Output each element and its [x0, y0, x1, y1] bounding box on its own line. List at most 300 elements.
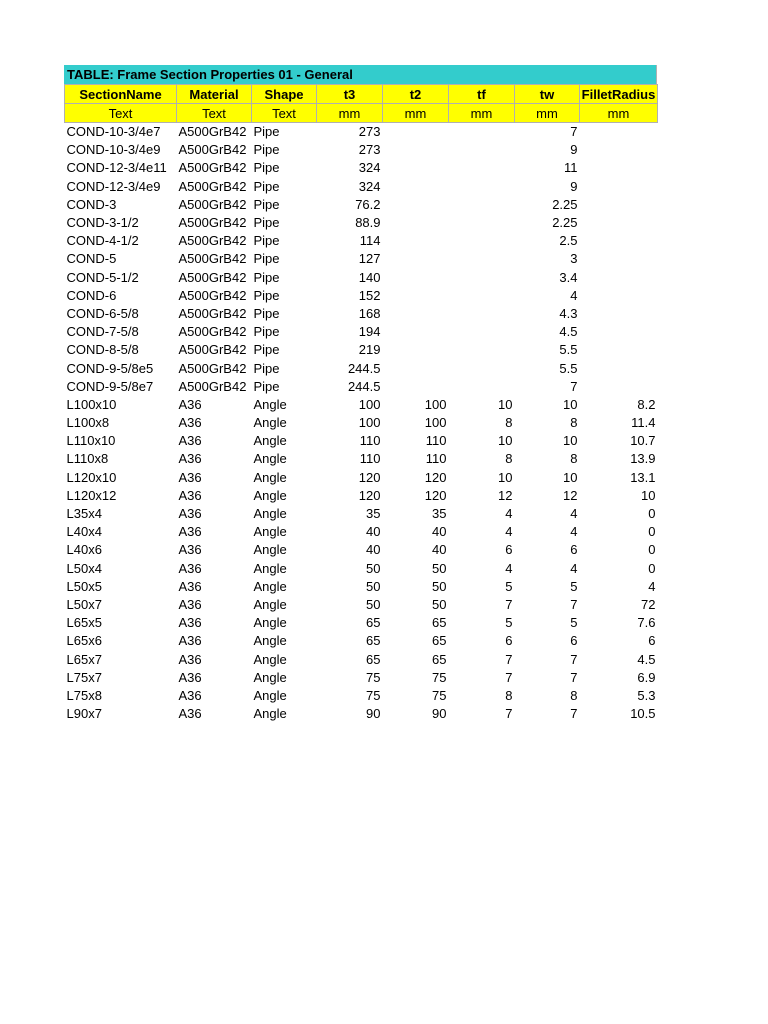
cell-t2 — [383, 178, 449, 196]
cell-fillet-radius — [580, 378, 658, 396]
cell-tf — [449, 378, 515, 396]
cell-t3: 110 — [359, 433, 381, 449]
cell-fillet-radius: 10.7 — [630, 433, 656, 449]
cell-material: A36 — [178, 433, 202, 449]
cell-tw: 4 — [570, 560, 578, 576]
cell-material: A36 — [178, 542, 202, 558]
units-row — [65, 104, 658, 123]
cell-section-name: COND-9-5/8e5 — [66, 360, 154, 376]
cell-material: A36 — [178, 560, 202, 576]
cell-shape: Angle — [253, 669, 287, 685]
cell-t2: 110 — [425, 433, 447, 449]
cell-section-name: L40x4 — [66, 524, 102, 540]
cell-material: A500GrB42 — [178, 196, 247, 212]
cell-section-name: L75x7 — [66, 669, 102, 685]
cell-tf: 4 — [505, 506, 513, 522]
cell-fillet-radius — [580, 341, 658, 359]
cell-material: A500GrB42 — [178, 160, 247, 176]
cell-shape: Pipe — [253, 269, 280, 285]
cell-material: A36 — [178, 578, 202, 594]
cell-section-name: L110x10 — [66, 433, 116, 449]
table-row — [65, 705, 658, 723]
table-row — [65, 669, 658, 687]
table-row — [65, 560, 658, 578]
cell-tw: 10 — [563, 396, 578, 412]
cell-tw: 5.5 — [559, 360, 578, 376]
unit-cell: mm — [383, 104, 449, 123]
cell-tf: 8 — [505, 687, 513, 703]
cell-t3: 90 — [366, 706, 381, 722]
cell-t3: 168 — [358, 305, 381, 321]
cell-t2: 35 — [432, 506, 447, 522]
cell-t2: 50 — [432, 596, 447, 612]
header-filletradius: FilletRadius — [580, 85, 658, 104]
cell-t2 — [383, 269, 449, 287]
cell-t2 — [383, 232, 449, 250]
cell-tf — [449, 305, 515, 323]
cell-material: A500GrB42 — [178, 342, 247, 358]
cell-tw: 7 — [570, 596, 578, 612]
cell-tw: 7 — [570, 669, 578, 685]
cell-material: A36 — [178, 633, 202, 649]
cell-shape: Angle — [253, 615, 287, 631]
unit-cell: Text — [177, 104, 252, 123]
cell-fillet-radius: 13.9 — [630, 451, 656, 467]
cell-tf — [449, 196, 515, 214]
table-body — [65, 123, 658, 724]
cell-material: A500GrB42 — [178, 305, 247, 321]
cell-t2 — [383, 141, 449, 159]
cell-t3: 65 — [366, 651, 381, 667]
cell-section-name: L90x7 — [66, 706, 102, 722]
cell-t2: 110 — [425, 451, 447, 467]
cell-shape: Pipe — [253, 360, 280, 376]
cell-tf: 8 — [505, 451, 513, 467]
cell-tf — [449, 141, 515, 159]
cell-material: A500GrB42 — [178, 251, 247, 267]
cell-tw: 2.5 — [559, 233, 578, 249]
table-row — [65, 450, 658, 468]
cell-tf — [449, 359, 515, 377]
cell-tw: 9 — [570, 178, 578, 194]
cell-tw: 8 — [570, 451, 578, 467]
cell-material: A36 — [178, 415, 202, 431]
cell-material: A36 — [178, 451, 202, 467]
table-row — [65, 178, 658, 196]
cell-fillet-radius: 11.4 — [631, 415, 656, 431]
cell-section-name: COND-3-1/2 — [66, 215, 139, 231]
cell-fillet-radius — [580, 232, 658, 250]
cell-t2 — [383, 214, 449, 232]
cell-fillet-radius — [580, 141, 658, 159]
cell-shape: Angle — [253, 633, 287, 649]
cell-shape: Pipe — [253, 178, 280, 194]
cell-t3: 120 — [358, 469, 381, 485]
cell-tf: 5 — [505, 615, 513, 631]
cell-t3: 100 — [358, 396, 381, 412]
cell-shape: Pipe — [253, 215, 280, 231]
cell-fillet-radius: 6.9 — [637, 669, 656, 685]
cell-material: A500GrB42 — [178, 178, 247, 194]
cell-fillet-radius — [580, 250, 658, 268]
table-row — [65, 287, 658, 305]
cell-tf: 4 — [505, 524, 513, 540]
cell-tw: 10 — [563, 469, 578, 485]
cell-tw: 5.5 — [559, 342, 578, 358]
cell-section-name: L50x5 — [66, 578, 102, 594]
cell-section-name: L120x10 — [66, 469, 117, 485]
table-row — [65, 469, 658, 487]
cell-t2: 90 — [432, 706, 447, 722]
cell-tw: 8 — [570, 687, 578, 703]
cell-fillet-radius: 13.1 — [630, 469, 656, 485]
unit-cell: mm — [580, 104, 658, 123]
cell-tw: 8 — [570, 415, 578, 431]
cell-material: A36 — [178, 469, 202, 485]
cell-t3: 50 — [366, 560, 381, 576]
cell-section-name: L100x10 — [66, 396, 117, 412]
cell-section-name: L35x4 — [66, 506, 102, 522]
cell-fillet-radius — [580, 359, 658, 377]
cell-tw: 4 — [570, 287, 578, 303]
cell-shape: Angle — [253, 524, 287, 540]
cell-t3: 35 — [366, 506, 381, 522]
cell-shape: Angle — [253, 560, 287, 576]
cell-tf: 5 — [505, 578, 513, 594]
cell-tf: 12 — [498, 487, 513, 503]
cell-material: A500GrB42 — [178, 142, 247, 158]
header-shape: Shape — [252, 85, 317, 104]
cell-material: A36 — [178, 506, 202, 522]
table-title: TABLE: Frame Section Properties 01 - General — [64, 65, 657, 84]
cell-t2 — [383, 359, 449, 377]
cell-fillet-radius: 0 — [648, 542, 656, 558]
cell-t2: 120 — [424, 487, 447, 503]
cell-tw: 2.25 — [552, 196, 578, 212]
cell-t3: 110 — [359, 451, 381, 467]
cell-section-name: L65x7 — [66, 651, 102, 667]
cell-tw: 7 — [570, 651, 578, 667]
cell-tw: 3.4 — [559, 269, 578, 285]
cell-fillet-radius — [580, 214, 658, 232]
cell-fillet-radius: 5.3 — [637, 687, 656, 703]
table-row — [65, 123, 658, 142]
cell-t3: 100 — [358, 415, 381, 431]
cell-shape: Angle — [253, 469, 287, 485]
cell-shape: Pipe — [253, 124, 280, 140]
cell-tf — [449, 123, 515, 142]
cell-section-name: COND-5 — [66, 251, 117, 267]
cell-section-name: COND-9-5/8e7 — [66, 378, 154, 394]
cell-tf: 8 — [505, 415, 513, 431]
table-row — [65, 323, 658, 341]
cell-t2: 40 — [432, 524, 447, 540]
cell-fillet-radius — [580, 323, 658, 341]
cell-tw: 4 — [570, 506, 578, 522]
cell-material: A500GrB42 — [178, 360, 247, 376]
cell-fillet-radius: 4 — [648, 578, 656, 594]
cell-material: A36 — [178, 687, 202, 703]
cell-fillet-radius — [580, 123, 658, 142]
cell-t3: 114 — [359, 233, 381, 249]
cell-tf — [449, 341, 515, 359]
cell-section-name: L120x12 — [66, 487, 117, 503]
cell-fillet-radius — [580, 305, 658, 323]
cell-shape: Angle — [253, 451, 287, 467]
cell-tf: 10 — [498, 396, 513, 412]
unit-cell: Text — [65, 104, 177, 123]
cell-shape: Angle — [253, 433, 287, 449]
cell-tw: 12 — [563, 487, 578, 503]
table-row — [65, 523, 658, 541]
cell-t2 — [383, 159, 449, 177]
table-row — [65, 432, 658, 450]
cell-tf: 10 — [498, 433, 513, 449]
data-table — [64, 84, 658, 723]
cell-t3: 194 — [358, 324, 381, 340]
unit-cell: Text — [252, 104, 317, 123]
cell-shape: Pipe — [253, 287, 280, 303]
cell-material: A36 — [178, 615, 202, 631]
table-row — [65, 650, 658, 668]
cell-t3: 127 — [358, 251, 381, 267]
cell-material: A500GrB42 — [178, 324, 247, 340]
cell-tw: 5 — [570, 615, 578, 631]
header-tw: tw — [515, 85, 580, 104]
table-row — [65, 232, 658, 250]
cell-t3: 273 — [358, 124, 381, 140]
header-t3: t3 — [317, 85, 383, 104]
cell-material: A36 — [178, 487, 202, 503]
cell-t2 — [383, 341, 449, 359]
cell-shape: Angle — [253, 415, 287, 431]
cell-shape: Pipe — [253, 305, 280, 321]
cell-t2: 50 — [432, 578, 447, 594]
cell-fillet-radius — [580, 178, 658, 196]
header-sectionname: SectionName — [65, 85, 177, 104]
cell-material: A500GrB42 — [178, 215, 247, 231]
cell-t3: 75 — [366, 687, 381, 703]
cell-section-name: L75x8 — [66, 687, 102, 703]
cell-t2 — [383, 196, 449, 214]
cell-fillet-radius: 10.5 — [630, 706, 656, 722]
cell-t3: 65 — [366, 633, 381, 649]
cell-section-name: COND-5-1/2 — [66, 269, 139, 285]
cell-tf — [449, 232, 515, 250]
cell-section-name: COND-12-3/4e11 — [66, 160, 167, 176]
cell-t2: 100 — [424, 396, 447, 412]
cell-shape: Angle — [253, 596, 287, 612]
cell-tf — [449, 250, 515, 268]
unit-cell: mm — [449, 104, 515, 123]
table-row — [65, 341, 658, 359]
table-row — [65, 578, 658, 596]
cell-t2: 65 — [432, 651, 447, 667]
table-row — [65, 487, 658, 505]
cell-t3: 324 — [358, 178, 381, 194]
cell-t3: 76.2 — [355, 196, 381, 212]
cell-section-name: COND-3 — [66, 196, 117, 212]
cell-section-name: L40x6 — [66, 542, 102, 558]
cell-shape: Angle — [253, 506, 287, 522]
cell-fillet-radius: 0 — [648, 506, 656, 522]
cell-shape: Angle — [253, 578, 287, 594]
table-row — [65, 269, 658, 287]
table-row — [65, 159, 658, 177]
cell-t3: 219 — [358, 342, 381, 358]
table-row — [65, 541, 658, 559]
cell-tf — [449, 178, 515, 196]
cell-section-name: L50x4 — [66, 560, 102, 576]
cell-shape: Angle — [253, 542, 287, 558]
cell-t2 — [383, 305, 449, 323]
cell-t2: 100 — [424, 415, 447, 431]
table-row — [65, 214, 658, 232]
cell-material: A36 — [178, 706, 202, 722]
cell-tf — [449, 159, 515, 177]
cell-t3: 244.5 — [347, 360, 381, 376]
cell-shape: Pipe — [253, 378, 280, 394]
cell-t3: 40 — [366, 524, 381, 540]
cell-t2: 50 — [432, 560, 447, 576]
table-row — [65, 196, 658, 214]
cell-section-name: L50x7 — [66, 596, 102, 612]
cell-section-name: L110x8 — [66, 451, 109, 467]
cell-section-name: COND-8-5/8 — [66, 342, 139, 358]
cell-t3: 140 — [358, 269, 381, 285]
table-row — [65, 505, 658, 523]
table-row — [65, 141, 658, 159]
cell-shape: Pipe — [253, 160, 280, 176]
cell-material: A36 — [178, 651, 202, 667]
cell-tw: 5 — [570, 578, 578, 594]
cell-shape: Pipe — [253, 342, 280, 358]
cell-tf: 10 — [498, 469, 513, 485]
cell-section-name: L65x6 — [66, 633, 102, 649]
cell-t3: 120 — [358, 487, 381, 503]
cell-t3: 244.5 — [347, 378, 381, 394]
unit-cell: mm — [317, 104, 383, 123]
cell-section-name: COND-4-1/2 — [66, 233, 139, 249]
cell-tf — [449, 269, 515, 287]
cell-section-name: COND-6-5/8 — [66, 305, 139, 321]
cell-tf — [449, 287, 515, 305]
cell-fillet-radius: 7.6 — [637, 615, 656, 631]
cell-t2: 40 — [432, 542, 447, 558]
cell-tf: 7 — [505, 651, 513, 667]
cell-t2 — [383, 123, 449, 142]
cell-t3: 152 — [358, 287, 381, 303]
cell-tf: 6 — [505, 542, 513, 558]
cell-tf — [449, 214, 515, 232]
cell-tf: 7 — [505, 669, 513, 685]
cell-shape: Pipe — [253, 196, 280, 212]
cell-fillet-radius: 6 — [648, 633, 656, 649]
table-row — [65, 687, 658, 705]
header-row — [65, 85, 658, 104]
cell-t2 — [383, 323, 449, 341]
cell-tw: 10 — [563, 433, 578, 449]
cell-tw: 3 — [570, 251, 578, 267]
cell-shape: Pipe — [253, 142, 280, 158]
cell-shape: Angle — [253, 487, 287, 503]
unit-cell: mm — [515, 104, 580, 123]
cell-tw: 7 — [570, 706, 578, 722]
cell-tw: 4 — [570, 524, 578, 540]
cell-fillet-radius: 8.2 — [637, 396, 656, 412]
cell-section-name: COND-7-5/8 — [66, 324, 139, 340]
cell-section-name: COND-6 — [66, 287, 117, 303]
cell-tf: 4 — [505, 560, 513, 576]
cell-tw: 6 — [570, 633, 578, 649]
cell-t3: 65 — [366, 615, 381, 631]
cell-t3: 50 — [366, 596, 381, 612]
cell-tf: 7 — [505, 596, 513, 612]
cell-t2 — [383, 250, 449, 268]
cell-shape: Angle — [253, 687, 287, 703]
cell-section-name: COND-12-3/4e9 — [66, 178, 161, 194]
table-row — [65, 632, 658, 650]
frame-section-table — [64, 65, 657, 723]
cell-fillet-radius — [580, 269, 658, 287]
cell-t3: 40 — [366, 542, 381, 558]
cell-tw: 4.5 — [559, 324, 578, 340]
cell-t2: 75 — [432, 669, 447, 685]
cell-shape: Angle — [253, 396, 287, 412]
cell-material: A500GrB42 — [178, 287, 247, 303]
cell-t3: 50 — [366, 578, 381, 594]
cell-t2: 65 — [432, 615, 447, 631]
header-t2: t2 — [383, 85, 449, 104]
table-row — [65, 414, 658, 432]
cell-t3: 324 — [358, 160, 381, 176]
cell-fillet-radius — [580, 159, 658, 177]
cell-section-name: COND-10-3/4e9 — [66, 142, 161, 158]
cell-material: A36 — [178, 596, 202, 612]
cell-t2: 120 — [424, 469, 447, 485]
cell-material: A36 — [178, 669, 202, 685]
cell-fillet-radius: 0 — [648, 560, 656, 576]
cell-t2 — [383, 287, 449, 305]
cell-tf: 7 — [505, 706, 513, 722]
cell-shape: Pipe — [253, 251, 280, 267]
cell-material: A36 — [178, 524, 202, 540]
cell-t2 — [383, 378, 449, 396]
cell-tw: 11 — [564, 160, 578, 176]
cell-material: A500GrB42 — [178, 269, 247, 285]
cell-section-name: L65x5 — [66, 615, 102, 631]
cell-fillet-radius: 4.5 — [637, 651, 656, 667]
cell-tw: 4.3 — [559, 305, 578, 321]
cell-material: A500GrB42 — [178, 378, 247, 394]
cell-section-name: COND-10-3/4e7 — [66, 124, 161, 140]
cell-fillet-radius: 10 — [641, 487, 656, 503]
cell-shape: Pipe — [253, 324, 280, 340]
cell-fillet-radius: 0 — [648, 524, 656, 540]
cell-tw: 7 — [570, 378, 578, 394]
header-material: Material — [177, 85, 252, 104]
cell-shape: Angle — [253, 651, 287, 667]
table-row — [65, 305, 658, 323]
cell-t2: 65 — [432, 633, 447, 649]
cell-section-name: L100x8 — [66, 415, 110, 431]
cell-shape: Pipe — [253, 233, 280, 249]
table-row — [65, 250, 658, 268]
cell-t3: 273 — [358, 142, 381, 158]
cell-material: A36 — [178, 396, 202, 412]
cell-t3: 88.9 — [355, 215, 381, 231]
table-row — [65, 396, 658, 414]
